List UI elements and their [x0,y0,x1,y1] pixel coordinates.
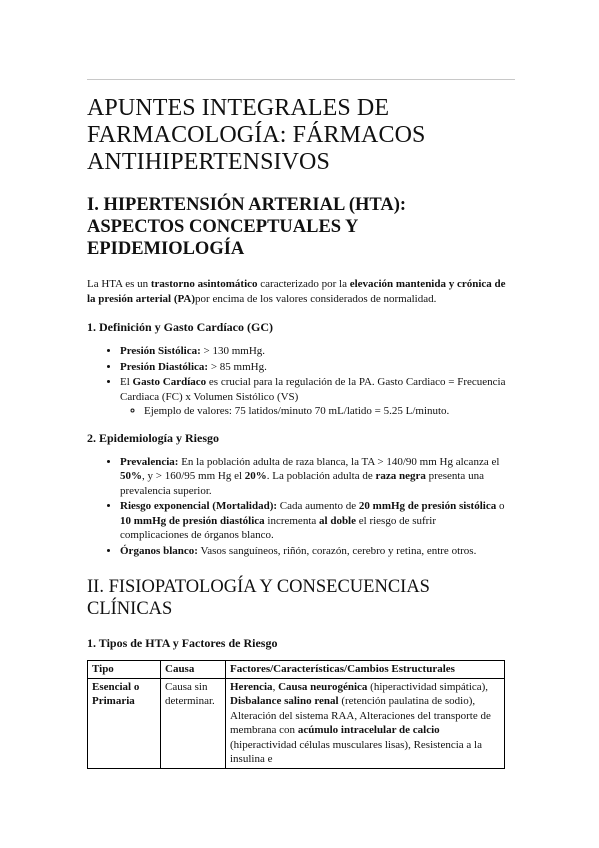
list-item: • Órganos blanco: Vasos sanguíneos, riñón, corazón, cerebro y retina, entre otros. [120,544,507,559]
hta-types-table [87,660,505,769]
document-body [87,95,507,769]
subsection-2-1-heading: 1. Tipos de HTA y Factores de Riesgo [87,636,278,650]
table-header-cell: Tipo [88,661,161,679]
table-row [88,678,505,768]
subsection-1-2-heading: 2. Epidemiología y Riesgo [87,430,220,445]
table-header-cell: Causa [161,661,226,679]
epidemiology-list [87,455,507,559]
list-item: • Presión Diastólica: > 85 mmHg. [120,360,507,375]
list-item: • Presión Sistólica: > 130 mmHg. [120,344,507,359]
list-item: • El Gasto Cardíaco es crucial para la regulación de la PA. Gasto Cardiaco = Frecuencia Cardiaca (FC) x Volumen Sistólico (VS) ◦ Ejemplo de valores: 75 latidos/minuto 70 mL/latido = 5.25 L/minuto. [120,375,507,419]
section-2-heading: II. FISIOPATOLOGÍA Y CONSECUENCIAS CLÍNICAS [87,577,430,619]
section-1-heading: I. HIPERTENSIÓN ARTERIAL (HTA): ASPECTOS CONCEPTUALES Y EPIDEMIOLOGÍA [87,195,407,259]
list-item: • Riesgo exponencial (Mortalidad): Cada aumento de 20 mmHg de presión sistólica o 10 mmHg de presión diastólica incrementa al doble el riesgo de sufrir complicaciones de órganos blanco. [120,499,507,543]
table-header-cell: Factores/Características/Cambios Estructurales [226,661,505,679]
table-cell: Causa sin determinar. [161,678,226,768]
section-1-intro: La HTA es un trastorno asintomático caracterizado por la elevación mantenida y crónica de la presión arterial (PA)por encima de los valores considerados de normalidad. [87,278,506,305]
list-item: • Prevalencia: En la población adulta de raza blanca, la TA > 140/90 mm Hg alcanza el 50%, y > 160/95 mm Hg el 20%. La población adulta de raza negra presenta una prevalencia superior. [120,455,507,499]
subsection-1-1-heading: 1. Definición y Gasto Cardíaco (GC) [87,320,273,334]
table-cell: Esencial o Primaria [88,678,161,768]
list-item: ◦ Ejemplo de valores: 75 latidos/minuto 70 mL/latido = 5.25 L/minuto. [144,404,507,419]
table-cell: Herencia, Causa neurogénica (hiperactividad simpática), Disbalance salino renal (retención paulatina de sodio), Alteración del sistema RAA, Alteraciones del transporte de membrana con acúmulo intracelular de calcio (hiperactividad células musculares lisas), Resistencia a la insulina e [226,678,505,768]
document-title: APUNTES INTEGRALES DE FARMACOLOGÍA: FÁRMACOS ANTIHIPERTENSIVOS [87,95,426,175]
definition-list [87,344,507,419]
top-rule [87,79,515,80]
nested-list [120,404,507,419]
table-header-row [88,661,505,679]
